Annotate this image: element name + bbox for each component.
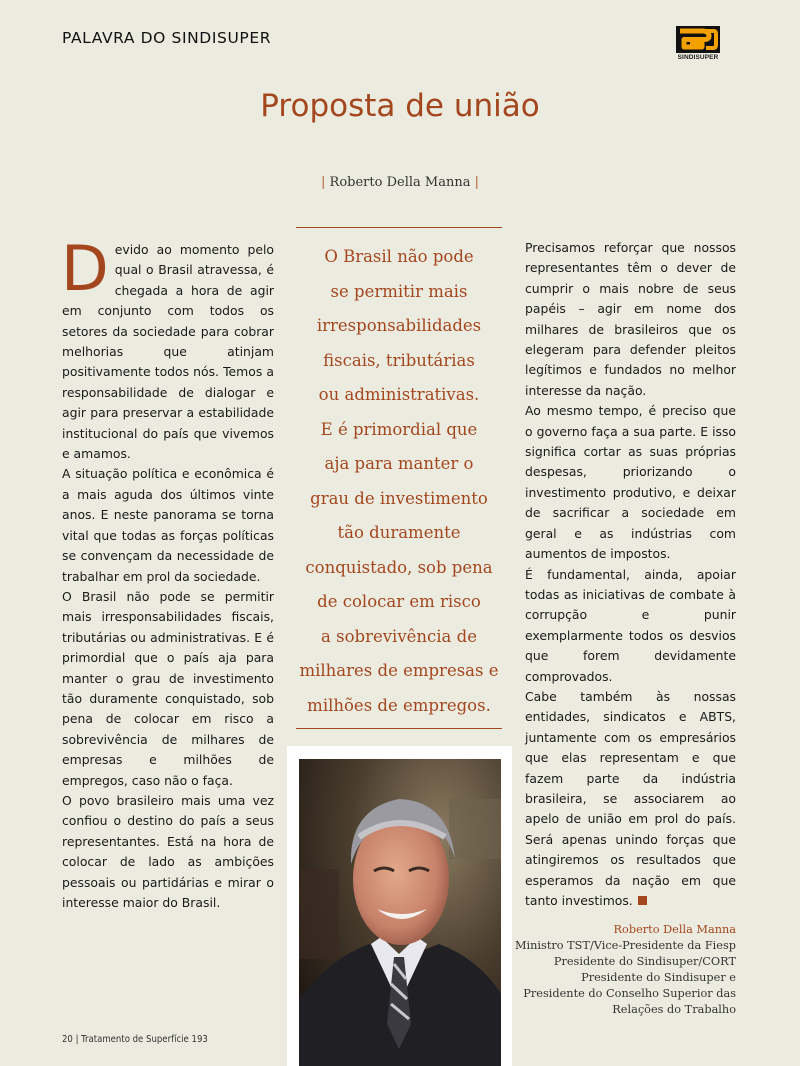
section-label: PALAVRA DO SINDISUPER <box>62 29 272 47</box>
sindisuper-logo <box>676 26 720 61</box>
right-paragraph-1: Precisamos reforçar que nossos representantes têm o dever de cumprir o mais nobre de seus papéis – agir em nome dos milhares de brasileiros que os elegeram para defender pleitos legítimos e fundados no melhor interesse da nação. <box>525 240 736 398</box>
page-footer: 20 | Tratamento de Superfície 193 <box>62 1034 208 1045</box>
left-paragraph-2: A situação política e econômica é a mais aguda dos últimos vinte anos. E neste panorama se torna vital que todas as forças políticas se convençam da necessidade de trabalhar em prol da sociedade. <box>62 466 274 584</box>
right-column <box>525 238 736 911</box>
byline-bar-left: | <box>321 175 326 190</box>
quote-line: ou administrativas. <box>318 385 480 404</box>
left-paragraph-3: O Brasil não pode se permitir mais irresponsabilidades fiscais, tributárias ou administrativas. E é primordial que o país aja para manter o grau de investimento tão duramente conquistado, sob pena de colocar em risco a sobrevivência de milhares de empresas e milhões de empregos, caso não o faça. <box>62 588 274 788</box>
quote-line: conquistado, sob pena <box>305 557 493 577</box>
caption-line: Presidente do Sindisuper e <box>581 971 736 984</box>
caption-line: Presidente do Sindisuper/CORT <box>553 955 736 968</box>
quote-line: de colocar em risco <box>317 592 481 611</box>
caption-line: Ministro TST/Vice-Presidente da Fiesp <box>514 939 736 952</box>
quote-line: milhões de empregos. <box>307 695 491 715</box>
photo-caption <box>515 922 736 1018</box>
quote-line: E é primordial que <box>320 419 478 439</box>
caption-line: Relações do Trabalho <box>612 1003 736 1016</box>
quote-line: tão duramente <box>337 523 461 542</box>
quote-line: irresponsabilidades <box>316 316 482 335</box>
caption-name: Roberto Della Manna <box>613 923 736 936</box>
quote-line: a sobrevivência de <box>321 626 477 646</box>
right-paragraph-4 <box>525 687 736 911</box>
drop-cap: D <box>61 232 109 305</box>
logo-text: SINDISUPER <box>677 54 719 61</box>
left-paragraph-1 <box>61 232 274 464</box>
end-of-article-icon <box>638 896 647 905</box>
author-photo <box>299 759 501 1066</box>
quote-line: grau de investimento <box>310 488 488 508</box>
left-paragraph-1-text: evido ao momento pelo qual o Brasil atravessa, é chegada a hora de agir em conjunto com todos os setores da sociedade para cobrar melhorias que atinjam positivamente todos nós. Temos a responsabilidade de dialogar e agir para preservar a estabilidade institucional do país que vivemos e amamos. <box>62 242 274 462</box>
byline <box>0 175 800 190</box>
quote-line: se permitir mais <box>330 281 468 301</box>
left-column <box>61 232 274 913</box>
right-paragraph-4-text: Cabe também às nossas entidades, sindicatos e ABTS, juntamente com os empresários que elas representam e que fazem parte da indústria brasileira, se associarem ao apelo de união em prol do país. Será apenas unindo forças que atingiremos os resultados que esperamos da nação em que tanto investimos. <box>525 688 736 908</box>
quote-line: fiscais, tributárias <box>323 350 475 370</box>
portrait-image <box>299 759 501 1066</box>
byline-author: Roberto Della Manna <box>329 175 471 190</box>
quote-line: milhares de empresas e <box>299 661 499 680</box>
quote-line: O Brasil não pode <box>324 247 474 266</box>
sindisuper-logo-icon <box>676 26 720 53</box>
byline-bar-right: | <box>474 175 479 190</box>
pull-quote <box>292 240 506 723</box>
quote-rule-bottom <box>296 728 502 729</box>
right-paragraph-3: É fundamental, ainda, apoiar todas as iniciativas de combate à corrupção e punir exemplarmente todos os desvios que forem devidamente comprovados. <box>525 566 736 684</box>
article-title: Proposta de união <box>260 88 540 124</box>
caption-line: Presidente do Conselho Superior das <box>523 987 736 1000</box>
quote-line: aja para manter o <box>324 454 474 473</box>
quote-rule-top <box>296 227 502 228</box>
left-paragraph-4: O povo brasileiro mais uma vez confiou o destino do país a seus representantes. Está na hora de colocar de lado as ambições pessoais ou partidárias e mirar o interesse maior do Brasil. <box>62 792 274 910</box>
right-paragraph-2: Ao mesmo tempo, é preciso que o governo faça a sua parte. E isso significa cortar as suas próprias despesas, priorizando o investimento produtivo, e deixar de sacrificar a sociedade em geral e as indústrias com aumentos de impostos. <box>525 403 736 562</box>
